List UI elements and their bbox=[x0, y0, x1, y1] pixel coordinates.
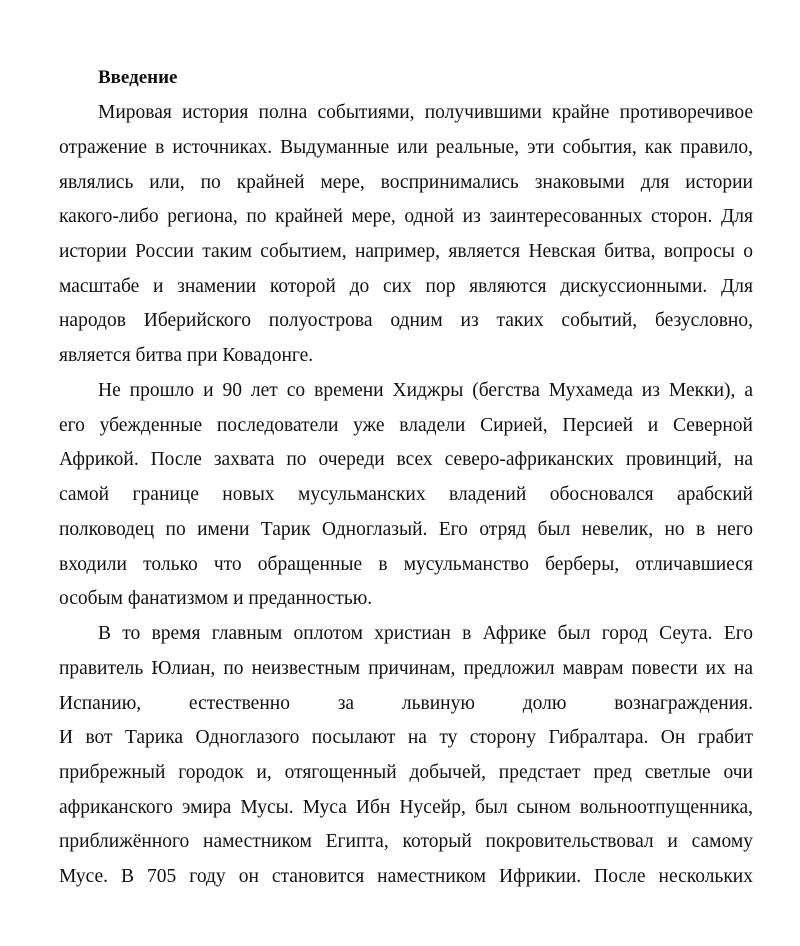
text-line: Мусе. В 705 году он становится наместником Ифрикии. После нескольких bbox=[59, 866, 753, 887]
text-line: Мировая история полна событиями, получившими крайне противоречивое bbox=[98, 102, 753, 123]
text-line: является битва при Ковадонге. bbox=[59, 345, 314, 366]
text-line: правитель Юлиан, по неизвестным причинам, предложил маврам повести их на bbox=[59, 658, 753, 679]
text-line: отражение в источниках. Выдуманные или реальные, эти события, как правило, bbox=[59, 137, 753, 158]
text-line: прибрежный городок и, отягощенный добычей, предстает пред светлые очи bbox=[59, 762, 753, 783]
text-line: истории России таким событием, например, является Невская битва, вопросы о bbox=[59, 241, 753, 262]
text-line: какого-либо региона, по крайней мере, одной из заинтересованных сторон. Для bbox=[59, 206, 753, 227]
text-line: В то время главным оплотом христиан в Африке был город Сеута. Его bbox=[98, 623, 753, 644]
text-line: масштабе и знамении которой до сих пор являются дискуссионными. Для bbox=[59, 276, 753, 297]
text-line: африканского эмира Мусы. Муса Ибн Нусейр, был сыном вольноотпущенника, bbox=[59, 797, 753, 818]
text-line: полководец по имени Тарик Одноглазый. Его отряд был невелик, но в него bbox=[59, 519, 753, 540]
text-line: приближённого наместником Египта, который покровительствовал и самому bbox=[59, 831, 753, 852]
text-line: Испанию, естественно за львиную долю вознаграждения. bbox=[59, 693, 753, 714]
text-line: особым фанатизмом и преданностью. bbox=[59, 588, 373, 609]
text-line: являлись или, по крайней мере, воспринимались знаковыми для истории bbox=[59, 172, 753, 193]
text-line: Африкой. После захвата по очереди всех северо-африканских провинций, на bbox=[59, 449, 753, 470]
text-line: И вот Тарика Одноглазого посылают на ту сторону Гибралтара. Он грабит bbox=[59, 727, 753, 748]
text-line: входили только что обращенные в мусульманство берберы, отличавшиеся bbox=[59, 554, 753, 575]
section-heading: Введение bbox=[98, 67, 178, 88]
text-line: его убежденные последователи уже владели Сирией, Персией и Северной bbox=[59, 415, 753, 436]
text-line: Не прошло и 90 лет со времени Хиджры (бегства Мухамеда из Мекки), а bbox=[98, 380, 753, 401]
text-line: народов Иберийского полуострова одним из таких событий, безусловно, bbox=[59, 310, 753, 331]
text-line: самой границе новых мусульманских владений обосновался арабский bbox=[59, 484, 753, 505]
